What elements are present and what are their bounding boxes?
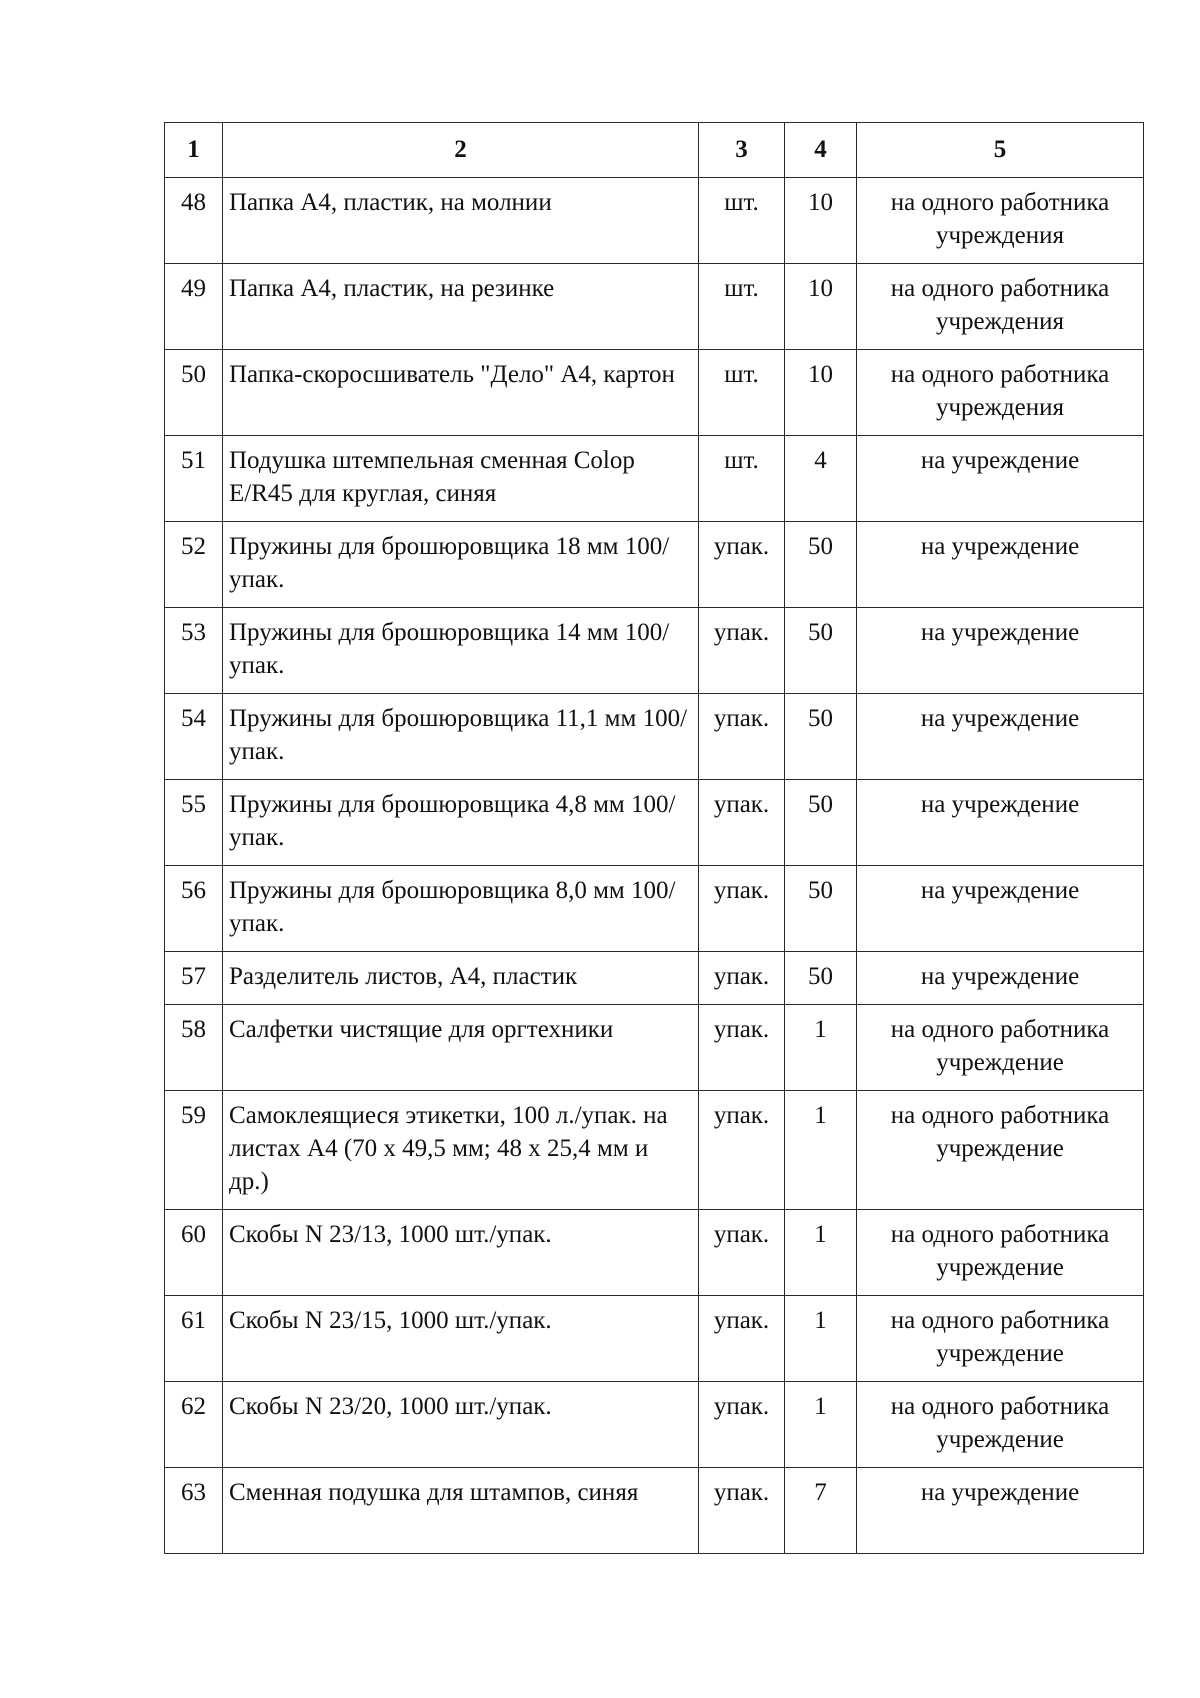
cell-number: 50 <box>165 350 223 436</box>
cell-quantity: 50 <box>785 780 857 866</box>
cell-item-name: Папка-скоросшиватель "Дело" А4, картон <box>223 350 699 436</box>
table-row <box>165 866 1144 952</box>
cell-item-name: Папка А4, пластик, на резинке <box>223 264 699 350</box>
cell-unit: шт. <box>699 264 785 350</box>
supplies-table <box>164 122 1144 1554</box>
cell-number: 49 <box>165 264 223 350</box>
cell-unit: упак. <box>699 1296 785 1382</box>
cell-item-name: Салфетки чистящие для оргтехники <box>223 1005 699 1091</box>
table-row <box>165 1005 1144 1091</box>
cell-number: 63 <box>165 1468 223 1554</box>
cell-number: 52 <box>165 522 223 608</box>
cell-unit: упак. <box>699 866 785 952</box>
cell-number: 58 <box>165 1005 223 1091</box>
cell-number: 55 <box>165 780 223 866</box>
cell-unit: упак. <box>699 608 785 694</box>
cell-quantity: 1 <box>785 1296 857 1382</box>
table-header <box>165 123 1144 178</box>
cell-item-name: Папка А4, пластик, на молнии <box>223 178 699 264</box>
cell-quantity: 4 <box>785 436 857 522</box>
cell-number: 48 <box>165 178 223 264</box>
table-row <box>165 436 1144 522</box>
cell-unit: упак. <box>699 1005 785 1091</box>
cell-note: на одного работника учреждение <box>857 1382 1144 1468</box>
cell-item-name: Скобы N 23/20, 1000 шт./упак. <box>223 1382 699 1468</box>
cell-quantity: 50 <box>785 608 857 694</box>
cell-number: 57 <box>165 952 223 1005</box>
cell-number: 54 <box>165 694 223 780</box>
cell-unit: упак. <box>699 522 785 608</box>
header-col-quantity: 4 <box>785 123 857 178</box>
table-row <box>165 608 1144 694</box>
header-col-unit: 3 <box>699 123 785 178</box>
cell-item-name: Подушка штемпельная сменная Colop E/R45 для круглая, синяя <box>223 436 699 522</box>
cell-item-name: Скобы N 23/15, 1000 шт./упак. <box>223 1296 699 1382</box>
cell-item-name: Пружины для брошюровщика 4,8 мм 100/упак. <box>223 780 699 866</box>
cell-unit: упак. <box>699 1210 785 1296</box>
cell-item-name: Пружины для брошюровщика 14 мм 100/упак. <box>223 608 699 694</box>
cell-unit: упак. <box>699 780 785 866</box>
cell-number: 53 <box>165 608 223 694</box>
cell-note: на учреждение <box>857 694 1144 780</box>
cell-unit: упак. <box>699 694 785 780</box>
cell-quantity: 50 <box>785 952 857 1005</box>
cell-item-name: Скобы N 23/13, 1000 шт./упак. <box>223 1210 699 1296</box>
table-row <box>165 178 1144 264</box>
table-row <box>165 952 1144 1005</box>
table-row <box>165 264 1144 350</box>
cell-note: на одного работника учреждения <box>857 350 1144 436</box>
cell-quantity: 10 <box>785 264 857 350</box>
table-row <box>165 1296 1144 1382</box>
cell-quantity: 10 <box>785 178 857 264</box>
cell-unit: шт. <box>699 436 785 522</box>
header-col-note: 5 <box>857 123 1144 178</box>
cell-number: 61 <box>165 1296 223 1382</box>
table-row <box>165 1210 1144 1296</box>
cell-unit: упак. <box>699 1091 785 1210</box>
cell-note: на одного работника учреждение <box>857 1091 1144 1210</box>
cell-note: на учреждение <box>857 780 1144 866</box>
cell-note: на учреждение <box>857 522 1144 608</box>
cell-unit: упак. <box>699 1468 785 1554</box>
table-row <box>165 1382 1144 1468</box>
cell-note: на одного работника учреждения <box>857 264 1144 350</box>
header-col-name: 2 <box>223 123 699 178</box>
cell-item-name: Пружины для брошюровщика 18 мм 100/упак. <box>223 522 699 608</box>
cell-quantity: 1 <box>785 1091 857 1210</box>
cell-number: 56 <box>165 866 223 952</box>
cell-number: 62 <box>165 1382 223 1468</box>
header-row <box>165 123 1144 178</box>
cell-unit: шт. <box>699 350 785 436</box>
table-row <box>165 1091 1144 1210</box>
cell-note: на учреждение <box>857 952 1144 1005</box>
cell-item-name: Сменная подушка для штампов, синяя <box>223 1468 699 1554</box>
cell-number: 60 <box>165 1210 223 1296</box>
cell-note: на одного работника учреждение <box>857 1210 1144 1296</box>
cell-quantity: 50 <box>785 694 857 780</box>
table-row <box>165 780 1144 866</box>
header-col-number: 1 <box>165 123 223 178</box>
table-row <box>165 694 1144 780</box>
table-row <box>165 522 1144 608</box>
cell-note: на одного работника учреждение <box>857 1005 1144 1091</box>
cell-note: на учреждение <box>857 1468 1144 1554</box>
cell-note: на учреждение <box>857 866 1144 952</box>
cell-item-name: Самоклеящиеся этикетки, 100 л./упак. на листах А4 (70 х 49,5 мм; 48 х 25,4 мм и др.) <box>223 1091 699 1210</box>
table-row <box>165 1468 1144 1554</box>
cell-quantity: 50 <box>785 866 857 952</box>
cell-unit: упак. <box>699 1382 785 1468</box>
cell-note: на одного работника учреждение <box>857 1296 1144 1382</box>
cell-unit: упак. <box>699 952 785 1005</box>
cell-item-name: Пружины для брошюровщика 8,0 мм 100/упак. <box>223 866 699 952</box>
cell-quantity: 1 <box>785 1210 857 1296</box>
cell-note: на одного работника учреждения <box>857 178 1144 264</box>
cell-quantity: 50 <box>785 522 857 608</box>
cell-item-name: Разделитель листов, А4, пластик <box>223 952 699 1005</box>
cell-quantity: 1 <box>785 1005 857 1091</box>
cell-quantity: 7 <box>785 1468 857 1554</box>
cell-note: на учреждение <box>857 608 1144 694</box>
cell-note: на учреждение <box>857 436 1144 522</box>
cell-unit: шт. <box>699 178 785 264</box>
cell-quantity: 1 <box>785 1382 857 1468</box>
cell-number: 59 <box>165 1091 223 1210</box>
cell-quantity: 10 <box>785 350 857 436</box>
table-row <box>165 350 1144 436</box>
cell-number: 51 <box>165 436 223 522</box>
cell-item-name: Пружины для брошюровщика 11,1 мм 100/упак. <box>223 694 699 780</box>
table-body <box>165 178 1144 1554</box>
